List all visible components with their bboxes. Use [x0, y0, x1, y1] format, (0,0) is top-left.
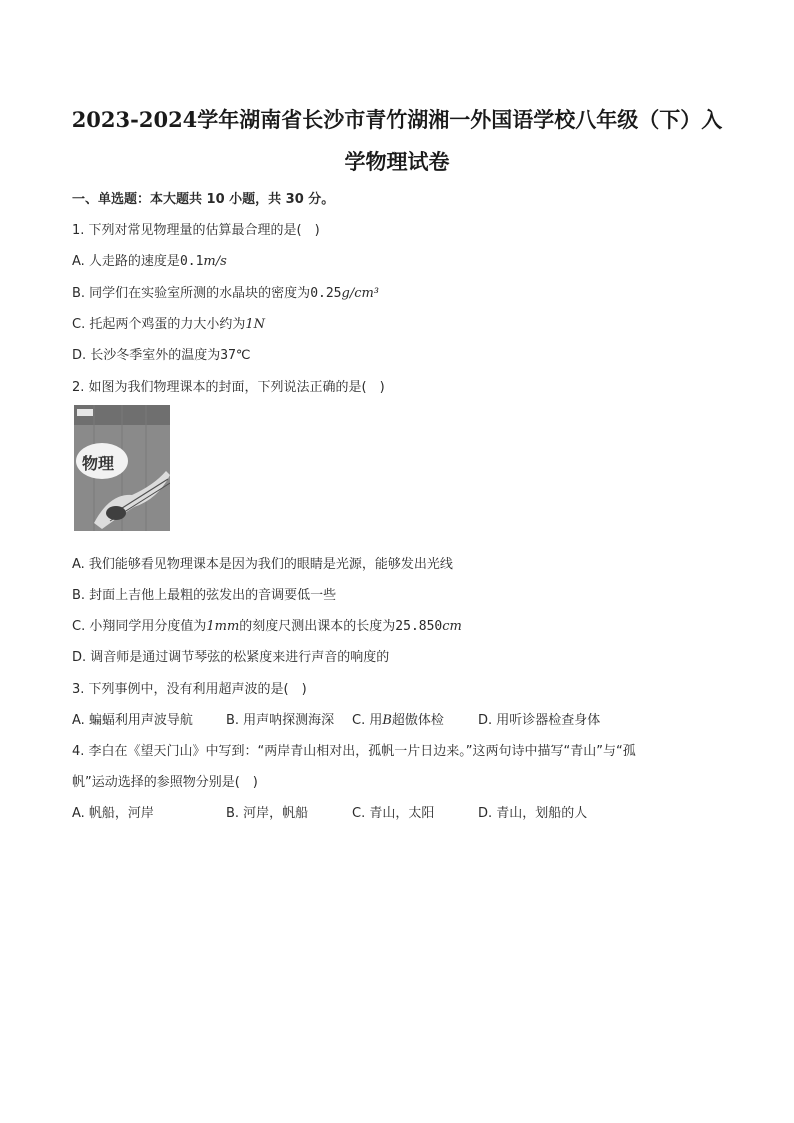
question-1-option-d: [72, 344, 251, 363]
question-4-stem-line-2: 帆”运动选择的参照物分别是( ): [72, 775, 258, 790]
option-value: 0.1: [179, 254, 204, 269]
question-3-option-b: B. 用声呐探测海深: [226, 713, 335, 728]
question-2-option-a: A. 我们能够看见物理课本是因为我们的眼睛是光源，能够发出光线: [72, 557, 453, 572]
question-2-option-d: D. 调音师是通过调节琴弦的松紧度来进行声音的响度的: [72, 650, 390, 665]
question-4-stem-line-1: 4. 李白在《望天门山》中写到：“两岸青山相对出，孤帆一片日边来。”这两句诗中描写“青山”与“孤: [72, 744, 636, 759]
cover-title: 物理: [82, 454, 115, 473]
question-3-option-a: A. 蝙蝠利用声波导航: [72, 713, 193, 728]
question-1-option-c: [72, 313, 265, 332]
question-2-stem: 2. 如图为我们物理课本的封面，下列说法正确的是( ): [72, 380, 385, 395]
question-3-option-d: D. 用听诊器检查身体: [478, 713, 601, 728]
option-text: C. 用: [352, 713, 383, 728]
question-2-option-b: B. 封面上吉他上最粗的弦发出的音调要低一些: [72, 588, 337, 603]
option-value: 37℃: [220, 348, 251, 363]
option-text: 的刻度尺测出课本的长度为: [239, 619, 396, 634]
option-text: C. 小翔同学用分度值为: [72, 619, 207, 634]
option-unit: mm: [214, 619, 240, 634]
textbook-cover-image: [74, 405, 170, 531]
option-unit: m/s: [203, 254, 227, 269]
option-value: 25.850: [395, 619, 443, 634]
option-text: A. 人走路的速度是: [72, 254, 180, 269]
option-text: 超傲体检: [391, 713, 444, 728]
option-text: B. 同学们在实验室所测的水晶块的密度为: [72, 286, 311, 301]
question-3-option-c: [352, 709, 444, 728]
option-text: C. 托起两个鸡蛋的力大小约为: [72, 317, 246, 332]
question-1-option-b: [72, 282, 379, 301]
option-value: 1: [206, 619, 215, 634]
question-4-option-b: B. 河岸，帆船: [226, 806, 309, 821]
option-unit: g/cm³: [341, 286, 380, 301]
question-4-option-d: D. 青山，划船的人: [478, 806, 588, 821]
question-1-option-a: [72, 250, 227, 269]
option-value: 1: [245, 317, 254, 332]
option-value: 0.25: [310, 286, 342, 301]
option-text: D. 长沙冬季室外的温度为: [72, 348, 221, 363]
option-unit: N: [253, 317, 265, 332]
option-unit: B: [382, 713, 392, 728]
page-title-line-1: 2023-2024学年湖南省长沙市青竹湖湘一外国语学校八年级（下）入: [71, 107, 723, 132]
question-4-option-a: A. 帆船，河岸: [72, 806, 154, 821]
page-title-line-2: 学物理试卷: [344, 149, 450, 174]
section-heading: 一、单选题：本大题共 10 小题，共 30 分。: [72, 192, 335, 207]
question-1-stem: 1. 下列对常见物理量的估算最合理的是( ): [72, 223, 320, 238]
option-unit: cm: [442, 619, 462, 634]
question-3-stem: 3. 下列事例中，没有利用超声波的是( ): [72, 682, 307, 697]
question-4-option-c: C. 青山，太阳: [352, 806, 435, 821]
question-2-option-c: [72, 615, 462, 634]
